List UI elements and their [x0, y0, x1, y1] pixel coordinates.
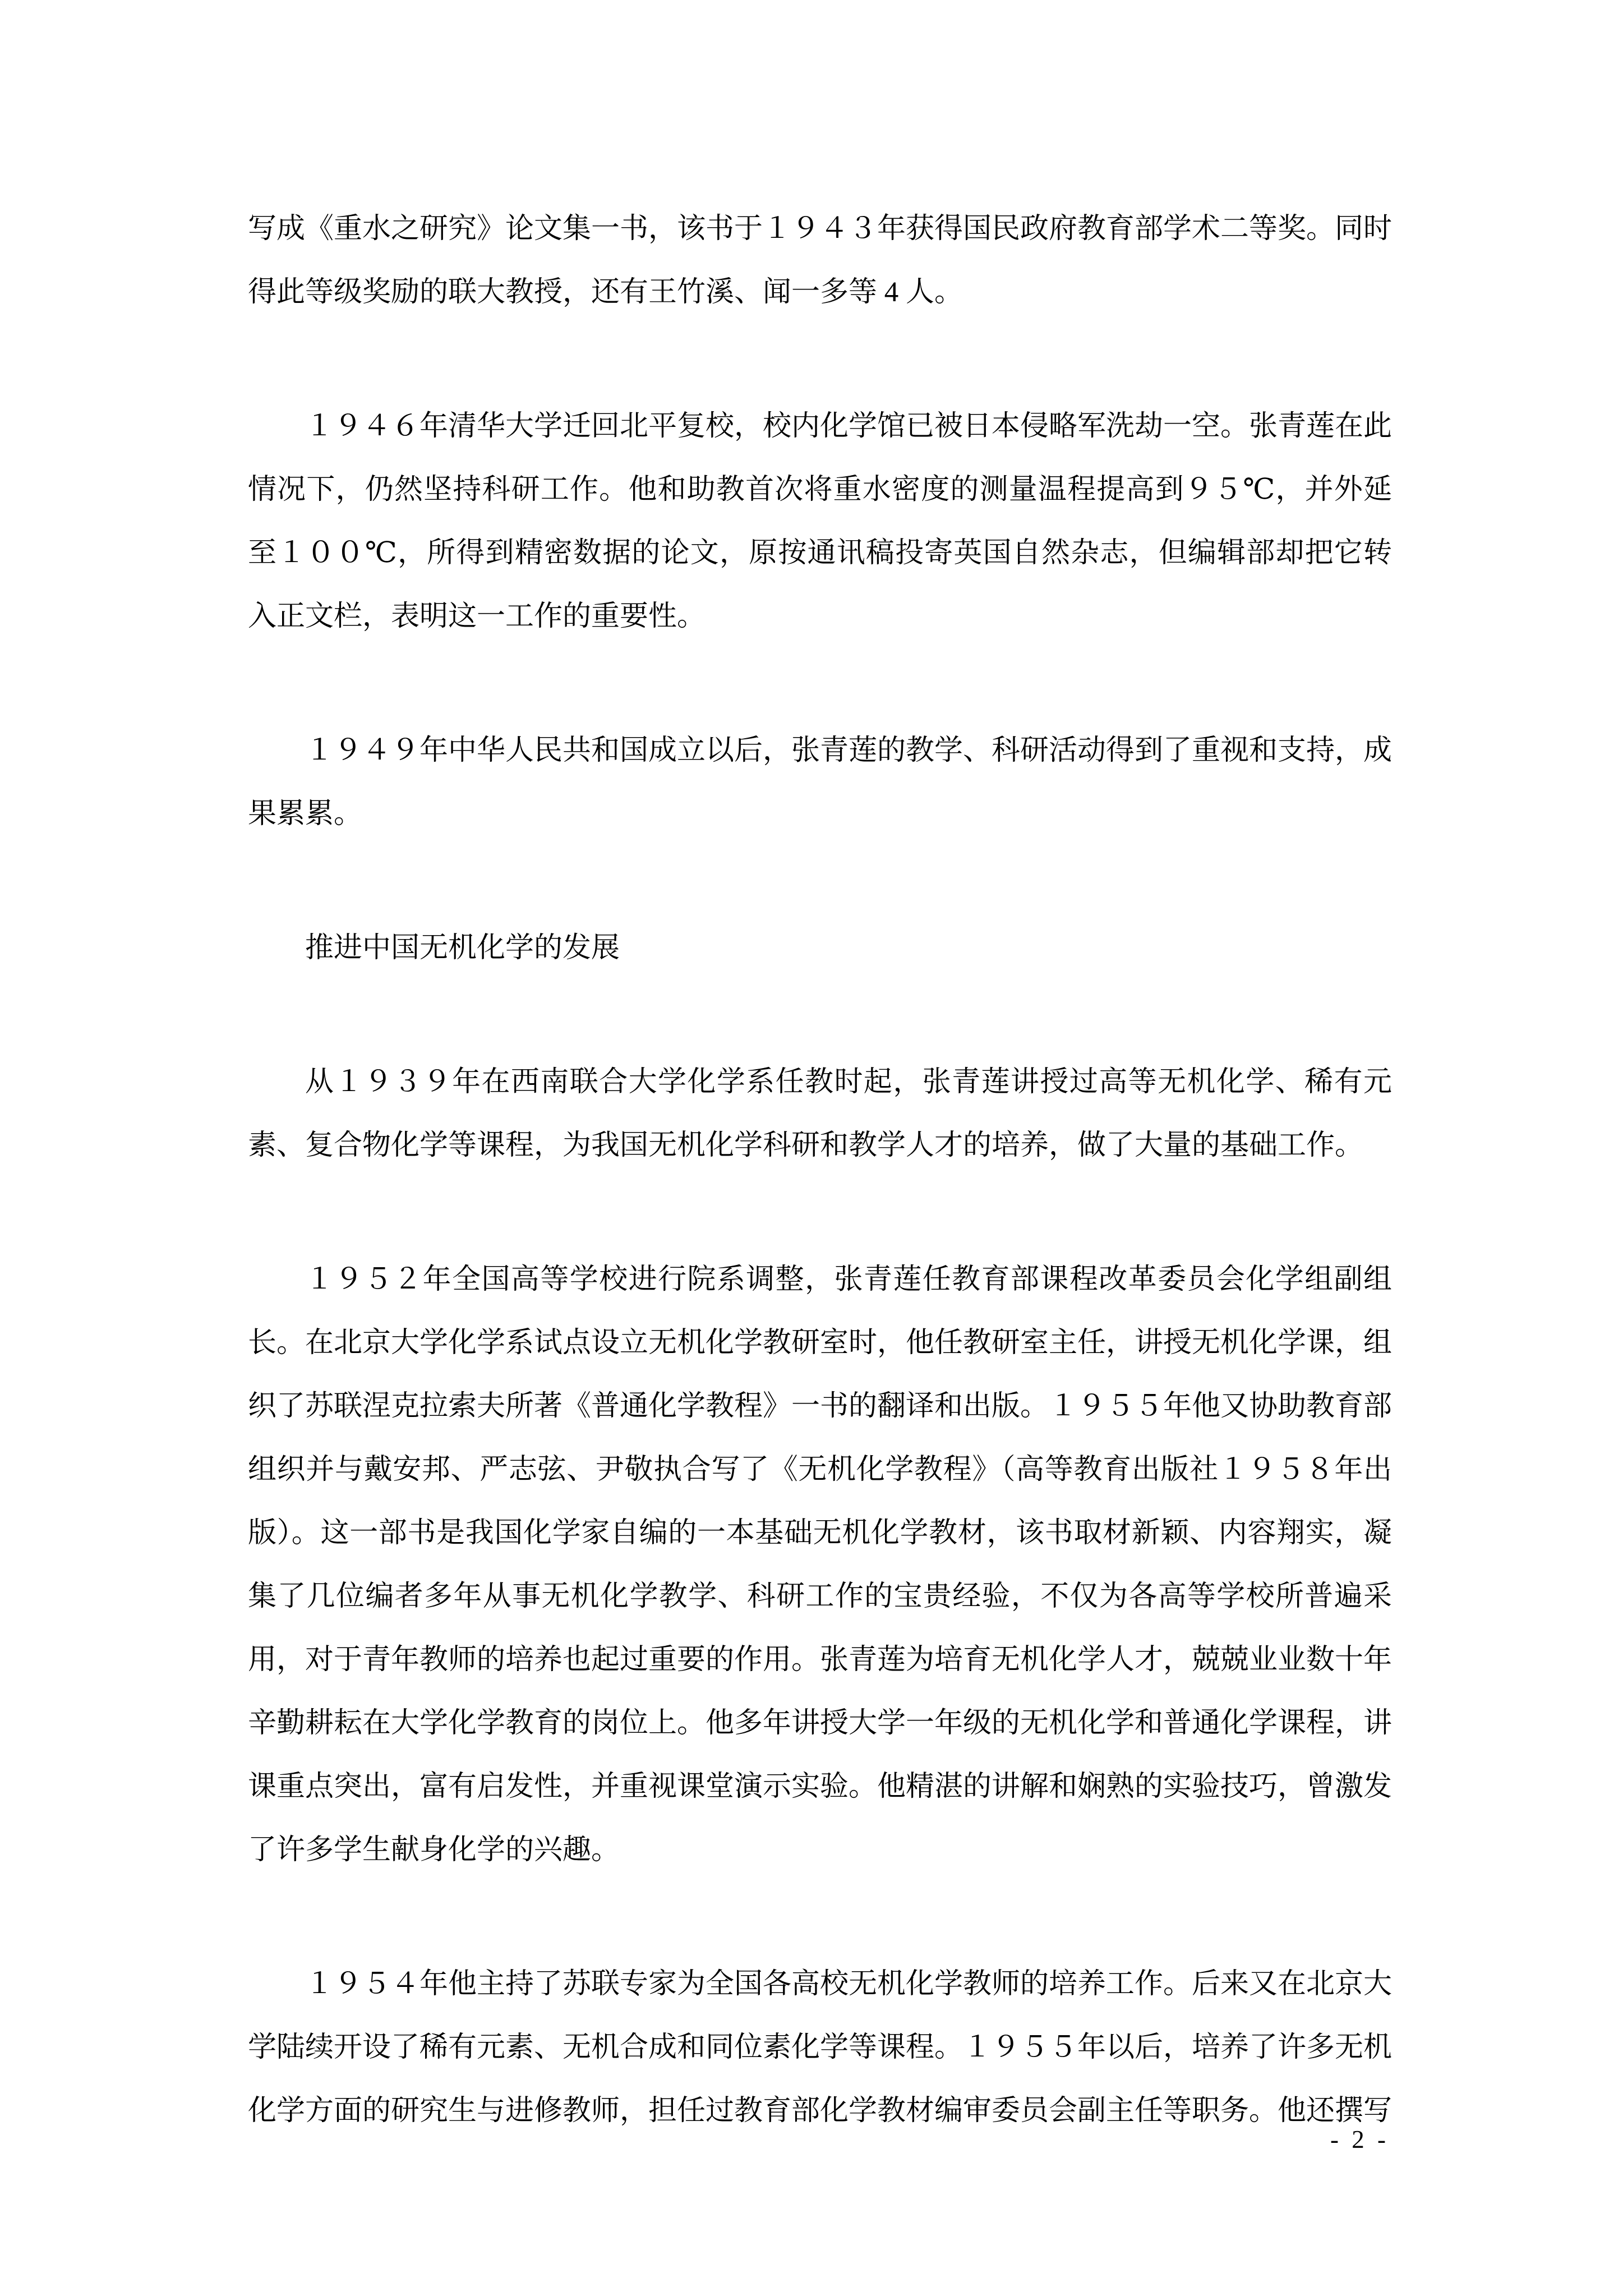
page-number: - 2 - [1330, 2125, 1389, 2154]
paragraph-continuation: 写成《重水之研究》论文集一书，该书于１９４３年获得国民政府教育部学术二等奖。同时得此等级奖励的联大教授，还有王竹溪、闻一多等 4 人。 [248, 213, 1393, 308]
text-body [248, 197, 1392, 2143]
paragraph: １９４９年中华人民共和国成立以后，张青莲的教学、科研活动得到了重视和支持，成果累累。 [248, 735, 1393, 830]
paragraph: １９５２年全国高等学校进行院系调整，张青莲任教育部课程改革委员会化学组副组长。在北京大学化学系试点设立无机化学教研室时，他任教研室主任，讲授无机化学课，组织了苏联涅克拉索夫所著《普通化学教程》一书的翻译和出版。１９５５年他又协助教育部组织并与戴安邦、严志弦、尹敬执合写了《无机化学教程》（高等教育出版社１９５８年出版）。这一部书是我国化学家自编的一本基础无机化学教材，该书取材新颖、内容翔实，凝集了几位编者多年从事无机化学教学、科研工作的宝贵经验，不仅为各高等学校所普遍采用，对于青年教师的培养也起过重要的作用。张青莲为培育无机化学人才，兢兢业业数十年辛勤耕耘在大学化学教育的岗位上。他多年讲授大学一年级的无机化学和普通化学课程，讲课重点突出，富有启发性，并重视课堂演示实验。他精湛的讲解和娴熟的实验技巧，曾激发了许多学生献身化学的兴趣。 [248, 1264, 1393, 1866]
paragraph: 从１９３９年在西南联合大学化学系任教时起，张青莲讲授过高等无机化学、稀有元素、复合物化学等课程，为我国无机化学科研和教学人才的培养，做了大量的基础工作。 [248, 1066, 1392, 1161]
section-heading: 推进中国无机化学的发展 [305, 932, 620, 964]
paragraph: １９５４年他主持了苏联专家为全国各高校无机化学教师的培养工作。后来又在北京大学陆续开设了稀有元素、无机合成和同位素化学等课程。１９５５年以后，培养了许多无机化学方面的研究生与进修教师，担任过教育部化学教材编审委员会副主任等职务。他还撰写 [248, 1968, 1393, 2127]
paragraph: １９４６年清华大学迁回北平复校，校内化学馆已被日本侵略军洗劫一空。张青莲在此情况下，仍然坚持科研工作。他和助教首次将重水密度的测量温程提高到９５℃，并外延至１００℃，所得到精密数据的论文，原按通讯稿投寄英国自然杂志，但编辑部却把它转入正文栏，表明这一工作的重要性。 [248, 411, 1393, 632]
